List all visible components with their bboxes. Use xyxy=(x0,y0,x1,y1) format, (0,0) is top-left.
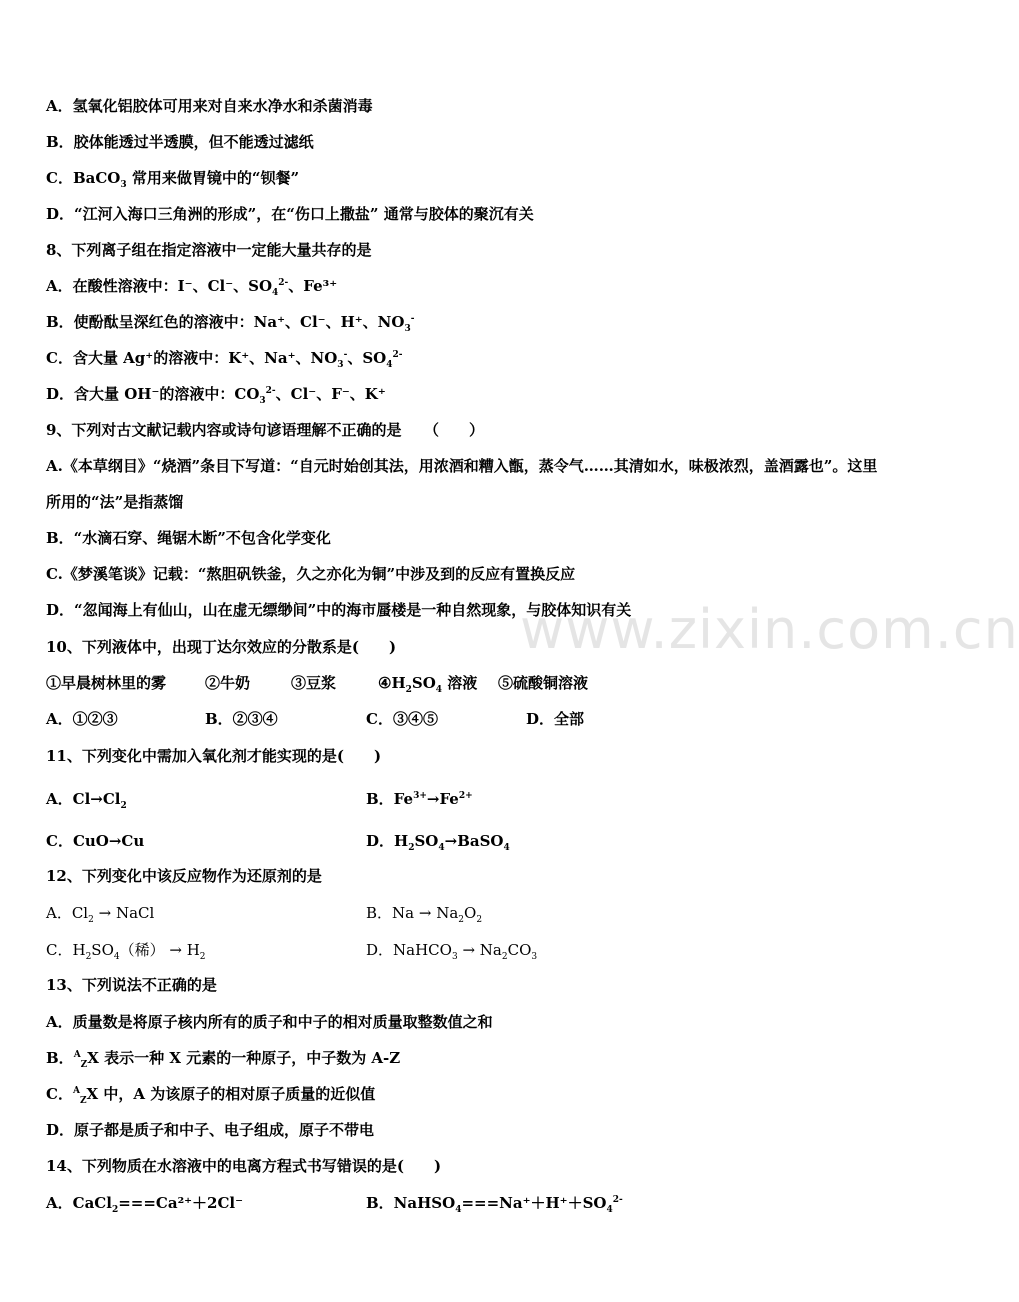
q12-option-b: B．$Na \to Na_2O_2$ xyxy=(366,904,483,925)
q14-stem: 14、下列物质在水溶液中的电离方程式书写错误的是( ) xyxy=(46,1157,442,1175)
q12-option-a: A．$Cl_2$ → NaCl xyxy=(46,904,155,925)
q8-option-b: B．使酚酞呈深红色的溶液中：Na⁺、Cl⁻、H⁺、$NO_3^-$ xyxy=(46,313,415,334)
q9-option-a: A.《本草纲目》“烧酒”条目下写道：“自元时始创其法，用浓酒和糟入甑，蒸令气……其清如水，味极浓烈，盖酒露也”。这里所用的“法”是指蒸馏 xyxy=(46,457,878,511)
q14-option-b: B．$NaHSO_4===Na^++H^++SO_4^{2-}$ xyxy=(366,1194,623,1215)
q10-option-b: B．②③④ xyxy=(205,710,278,728)
q11-option-d: D．$H_2SO_4\to BaSO_4$ xyxy=(366,832,510,853)
watermark: www.zixin.com.cn xyxy=(520,598,1019,661)
q10-option-d: D．全部 xyxy=(526,710,585,728)
q9-stem: 9、下列对古文献记载内容或诗句谚语理解不正确的是 （ ） xyxy=(46,421,484,439)
q12-option-d: D．NaHCO$_3$ → $Na_2CO_3$ xyxy=(366,941,538,962)
q9-option-d: D．“忽闻海上有仙山，山在虚无缥缈间”中的海市蜃楼是一种自然现象，与胶体知识有关 xyxy=(46,601,632,619)
q10-item-5: ⑤硫酸铜溶液 xyxy=(498,674,589,692)
q12-option-c: C．$H_2SO_4$（稀） → $H_2$ xyxy=(46,941,206,962)
q9-option-b: B．“水滴石穿、绳锯木断”不包含化学变化 xyxy=(46,529,331,547)
q10-item-4: $④H_2SO_4$ 溶液 xyxy=(378,674,478,695)
q7-option-a: A．氢氧化铝胶体可用来对自来水净水和杀菌消毒 xyxy=(46,97,373,115)
q8-option-c: C．含大量 Ag⁺的溶液中：K⁺、Na⁺、$NO_3^-$、$SO_4^{2-}$ xyxy=(46,349,403,370)
q7-option-b: B．胶体能透过半透膜，但不能透过滤纸 xyxy=(46,133,314,151)
q10-item-3: ③豆浆 xyxy=(291,674,337,692)
q11-option-c: C．CuO→Cu xyxy=(46,832,145,850)
q13-option-b: B．$^A_Z$X 表示一种 X 元素的一种原子，中子数为 A-Z xyxy=(46,1049,401,1070)
q8-stem: 8、下列离子组在指定溶液中一定能大量共存的是 xyxy=(46,241,372,259)
q13-option-c: C．$^A_Z$X 中，A 为该原子的相对原子质量的近似值 xyxy=(46,1085,376,1106)
q13-option-d: D．原子都是质子和中子、电子组成，原子不带电 xyxy=(46,1121,375,1139)
q7-option-d: D．“江河入海口三角洲的形成”，在“伤口上撒盐” 通常与胶体的聚沉有关 xyxy=(46,205,534,223)
q10-stem: 10、下列液体中，出现丁达尔效应的分散系是( ) xyxy=(46,638,397,656)
q11-option-a: A．$Cl\to Cl_2$ xyxy=(46,790,127,811)
q13-stem: 13、下列说法不正确的是 xyxy=(46,976,217,994)
q11-option-b: B．$Fe^{3+}\to Fe^{2+}$ xyxy=(366,790,473,808)
q10-option-a: A．①②③ xyxy=(46,710,118,728)
q11-stem: 11、下列变化中需加入氧化剂才能实现的是( ) xyxy=(46,747,382,765)
q10-item-2: ②牛奶 xyxy=(205,674,251,692)
q13-option-a: A．质量数是将原子核内所有的质子和中子的相对质量取整数值之和 xyxy=(46,1013,493,1031)
q9-option-c: C.《梦溪笔谈》记载：“熬胆矾铁釜，久之亦化为铜”中涉及到的反应有置换反应 xyxy=(46,565,576,583)
q7-option-c: C．BaCO$_3$ 常用来做胃镜中的“钡餐” xyxy=(46,169,300,190)
q10-option-c: C．③④⑤ xyxy=(366,710,438,728)
q8-option-d: D．含大量 OH⁻的溶液中：$CO_3^{2-}$、Cl⁻、F⁻、K⁺ xyxy=(46,385,386,406)
q14-option-a: A．CaCl$_2$===Ca²⁺＋2Cl⁻ xyxy=(46,1194,244,1215)
q8-option-a: A．在酸性溶液中：I⁻、Cl⁻、$SO_4^{2-}$、Fe³⁺ xyxy=(46,277,338,298)
q10-item-1: ①早晨树林里的雾 xyxy=(46,674,167,692)
q12-stem: 12、下列变化中该反应物作为还原剂的是 xyxy=(46,867,322,885)
